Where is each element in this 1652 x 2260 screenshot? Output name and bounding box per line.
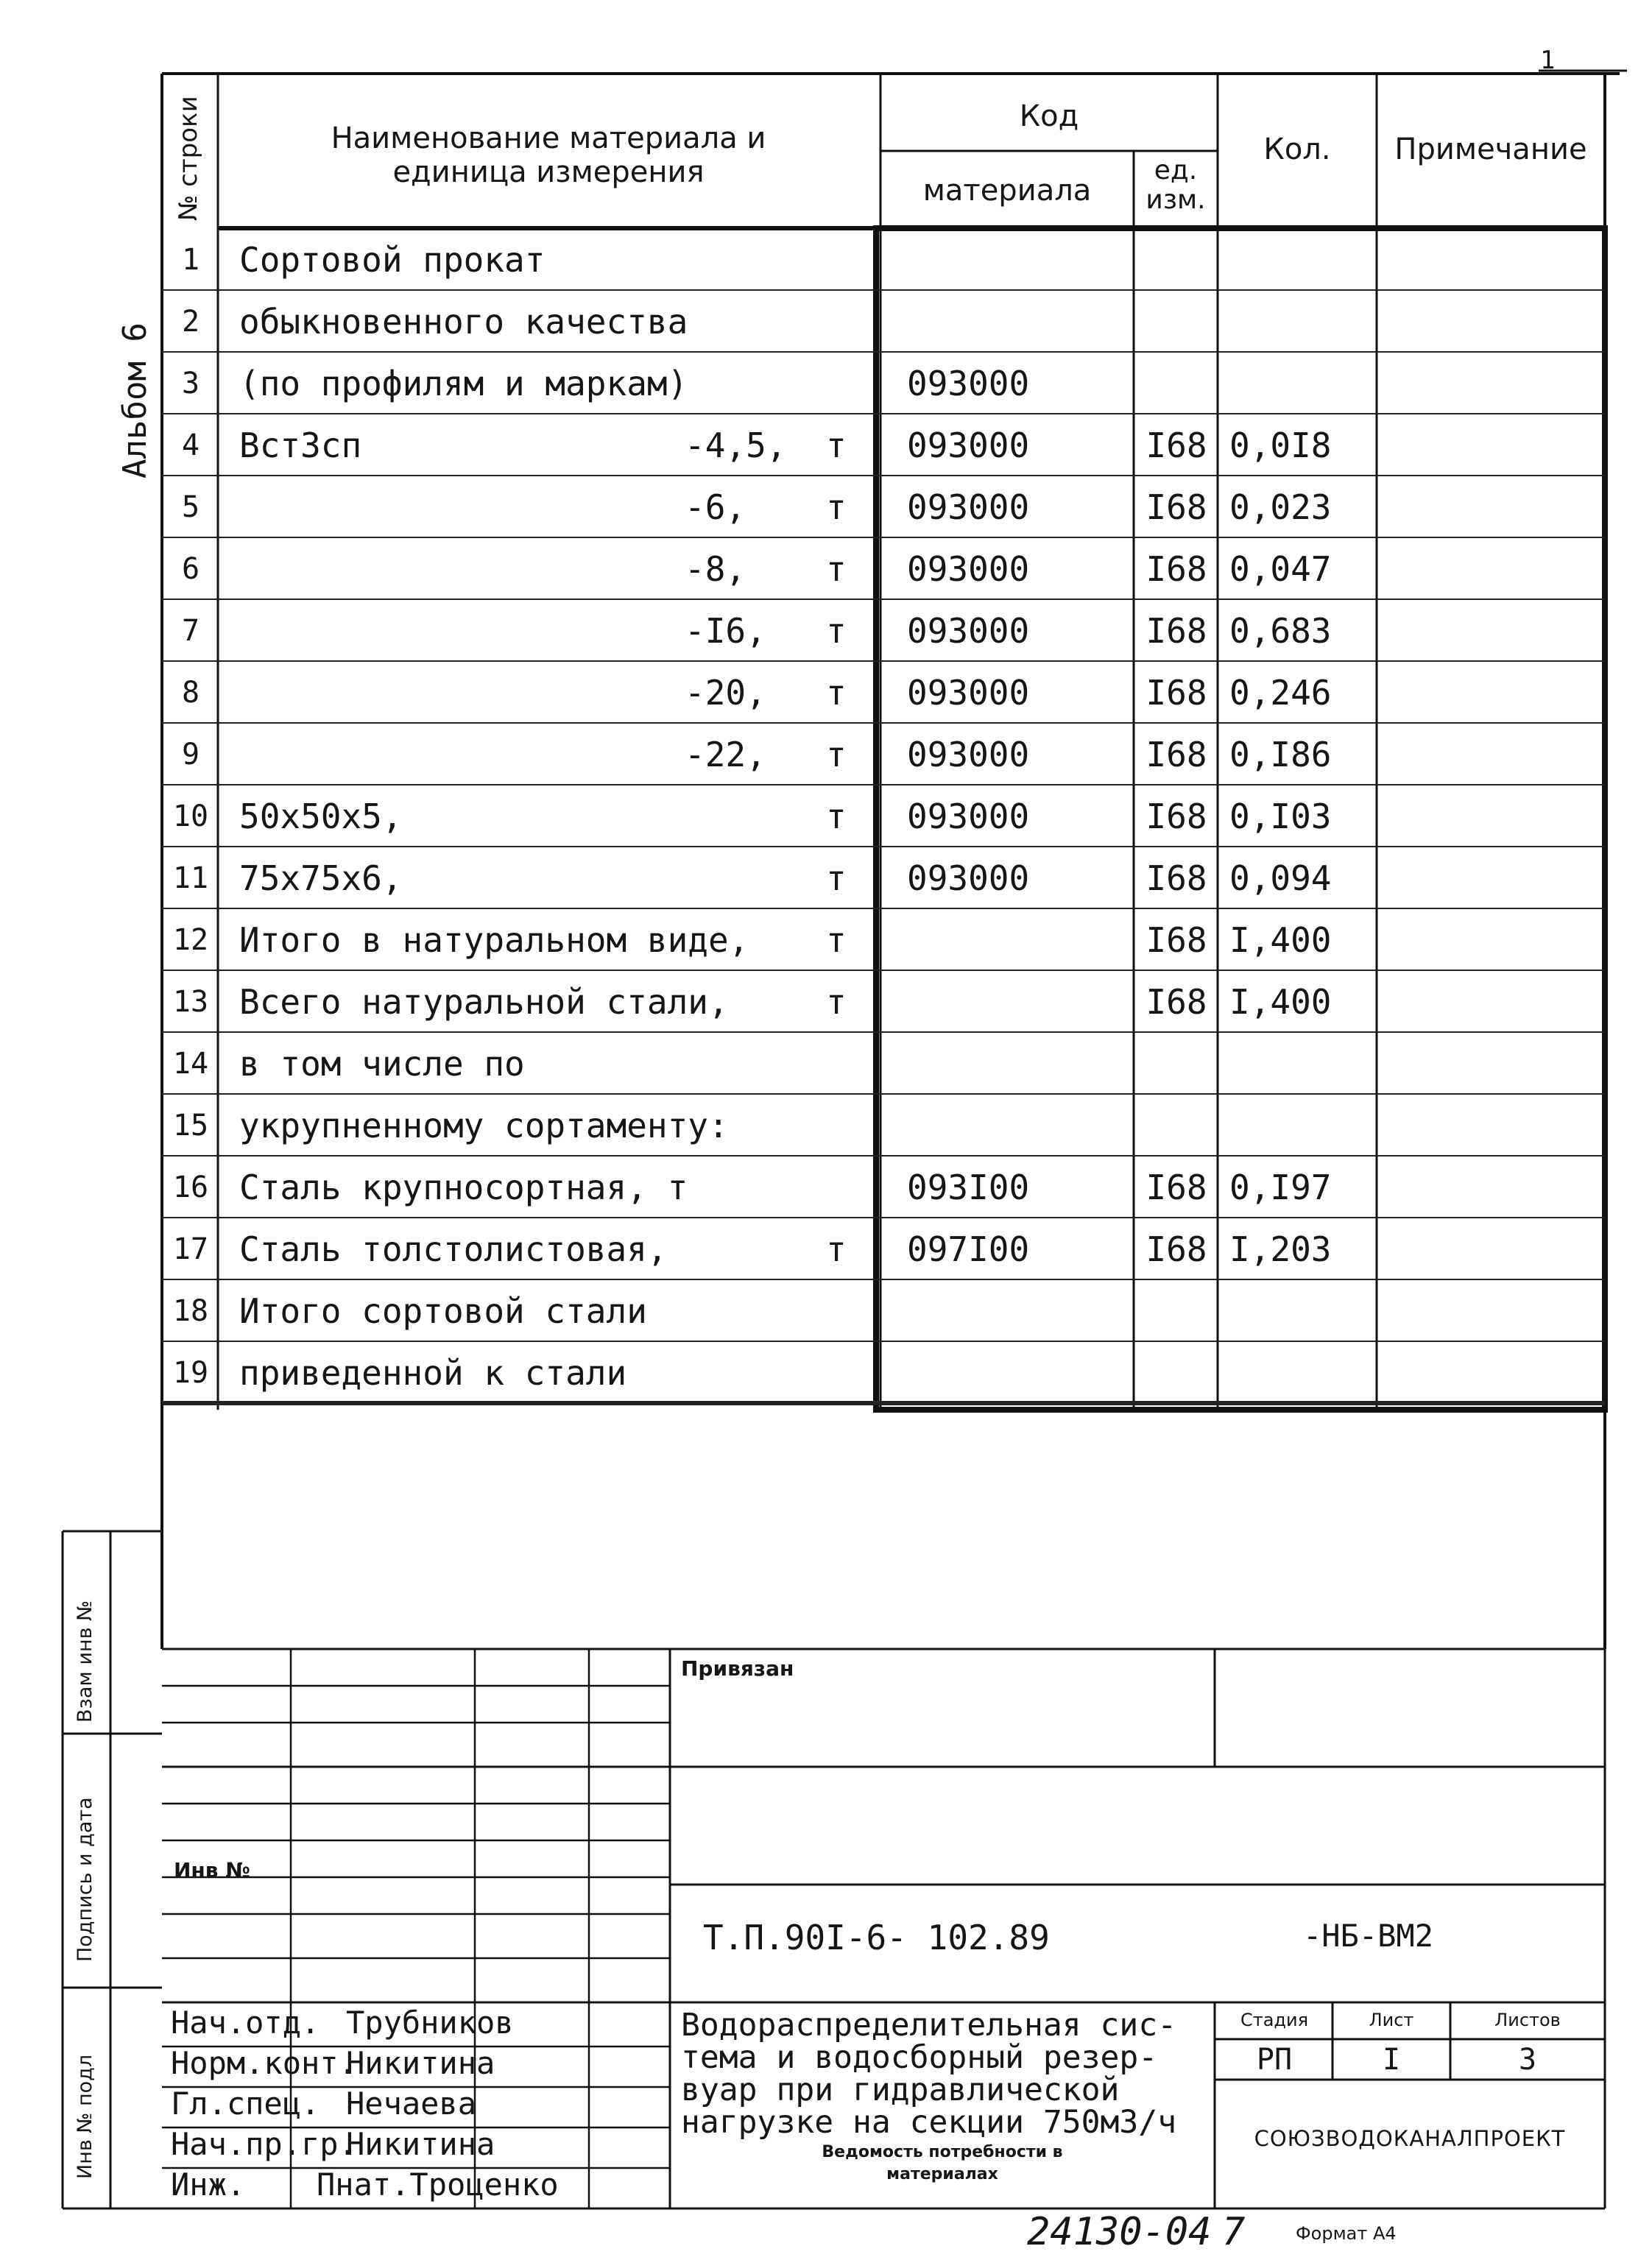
stage-label: Стадия (1240, 2010, 1309, 2030)
document-suffix: -НБ-ВМ2 (1303, 1918, 1434, 1954)
row-unit-code: I68 (1146, 982, 1207, 1022)
row-unit-code: I68 (1146, 611, 1207, 651)
album-label: Альбом 6 (116, 322, 154, 479)
row-number: 9 (181, 738, 200, 771)
row-unit: т (826, 487, 847, 527)
row-unit: т (826, 425, 847, 465)
row-number: 19 (172, 1356, 209, 1390)
row-name: обыкновенного качества (239, 302, 688, 342)
row-material-code: 093000 (907, 797, 1030, 836)
row-number: 8 (181, 676, 200, 710)
row-name: (по профилям и маркам) (239, 364, 688, 403)
row-unit-code: I68 (1146, 920, 1207, 960)
title-line: Водораспределительная сис- (681, 2007, 1177, 2044)
row-unit: т (826, 673, 847, 713)
row-quantity: 0,246 (1229, 673, 1332, 713)
signer-role: Нач.пр.гр. (171, 2126, 357, 2162)
row-number: 3 (181, 367, 200, 400)
row-unit: т (826, 611, 847, 651)
row-name: Итого сортовой стали (239, 1291, 647, 1331)
row-number: 7 (181, 614, 200, 648)
header-code-unit: ед. изм. (1146, 155, 1206, 215)
row-material-code: 097I00 (907, 1229, 1030, 1269)
row-number: 18 (172, 1294, 209, 1328)
row-number: 17 (172, 1232, 209, 1266)
row-name: в том числе по (239, 1044, 525, 1084)
row-material-code: 093000 (907, 735, 1030, 774)
row-quantity: 0,I03 (1229, 797, 1332, 836)
row-number: 15 (172, 1109, 209, 1143)
document-code: Т.П.90I-6- 102.89 (703, 1918, 1050, 1957)
row-quantity: 0,I86 (1229, 735, 1332, 774)
signer-name: Никитина (346, 2126, 495, 2162)
row-name: укрупненному сортаменту: (239, 1106, 729, 1145)
row-size: -6, (685, 487, 746, 527)
row-number: 13 (172, 985, 209, 1019)
row-quantity: I,400 (1229, 920, 1332, 960)
archive-number: 24130-04 (1027, 2210, 1212, 2254)
row-number: 11 (172, 861, 209, 895)
row-material-code: 093I00 (907, 1168, 1030, 1207)
side-label-original-inv: Инв № подл (74, 2054, 96, 2179)
sheet-value: I (1382, 2043, 1401, 2077)
row-number: 12 (172, 923, 209, 957)
row-unit: т (826, 1229, 847, 1269)
signer-name: Пнат.Троценко (317, 2167, 559, 2203)
row-quantity: 0,094 (1229, 858, 1332, 898)
row-unit-code: I68 (1146, 797, 1207, 836)
sheets-label: Листов (1494, 2010, 1561, 2030)
row-name: Вст3сп (239, 425, 362, 465)
row-unit: т (826, 982, 847, 1022)
row-quantity: 0,0I8 (1229, 425, 1332, 465)
row-number: 2 (181, 305, 200, 339)
row-name: Сталь крупносортная, т (239, 1168, 688, 1207)
row-quantity: I,400 (1229, 982, 1332, 1022)
row-unit-code: I68 (1146, 549, 1207, 589)
row-unit-code: I68 (1146, 858, 1207, 898)
title-line: нагрузке на секции 750м3/ч (681, 2104, 1177, 2141)
header-code-material: материала (922, 174, 1092, 208)
row-unit: т (826, 920, 847, 960)
row-material-code: 093000 (907, 549, 1030, 589)
row-number: 5 (181, 490, 200, 524)
page-mark: 1 (1540, 46, 1556, 75)
row-name: Сортовой прокат (239, 240, 546, 280)
row-number: 4 (181, 428, 200, 462)
row-unit-code: I68 (1146, 425, 1207, 465)
row-quantity: 0,683 (1229, 611, 1332, 651)
row-quantity: 0,023 (1229, 487, 1332, 527)
row-number: 16 (172, 1170, 209, 1204)
sheet-label: Лист (1369, 2010, 1414, 2030)
inv-number-label: Инв № (174, 1858, 250, 1882)
row-number: 1 (181, 243, 200, 277)
row-number: 6 (181, 552, 200, 586)
title-line: тема и водосборный резер- (681, 2039, 1158, 2076)
row-unit-code: I68 (1146, 1168, 1207, 1207)
row-number: 14 (172, 1047, 209, 1081)
row-material-code: 093000 (907, 673, 1030, 713)
row-unit-code: I68 (1146, 1229, 1207, 1269)
row-size: -20, (685, 673, 766, 713)
side-label-signature-date: Подпись и дата (74, 1797, 96, 1962)
side-label-replace-inv: Взам инв № (74, 1600, 96, 1723)
row-size: -I6, (685, 611, 766, 651)
row-quantity: I,203 (1229, 1229, 1332, 1269)
row-material-code: 093000 (907, 364, 1030, 403)
row-unit: т (826, 858, 847, 898)
header-row-number: № строки (174, 96, 203, 221)
subtitle-line: Ведомость потребности в (822, 2143, 1063, 2161)
signer-role: Норм.конт. (171, 2045, 357, 2081)
header-note: Примечание (1394, 133, 1587, 166)
row-name: Итого в натуральном виде, (239, 920, 749, 960)
row-unit-code: I68 (1146, 735, 1207, 774)
row-material-code: 093000 (907, 425, 1030, 465)
row-number: 10 (172, 799, 209, 833)
title-line: вуар при гидравлической (681, 2072, 1120, 2108)
row-name: 50х50х5, (239, 797, 403, 836)
row-unit-code: I68 (1146, 673, 1207, 713)
header-name: Наименование материала и единица измерения (331, 121, 766, 189)
row-unit: т (826, 797, 847, 836)
row-unit-code: I68 (1146, 487, 1207, 527)
format-label: Формат А4 (1296, 2223, 1397, 2244)
row-quantity: 0,047 (1229, 549, 1332, 589)
stage-value: РП (1256, 2043, 1293, 2077)
signer-name: Нечаева (346, 2086, 477, 2122)
sheets-value: 3 (1518, 2043, 1537, 2077)
signer-role: Инж. (171, 2167, 246, 2203)
subtitle-line: материалах (886, 2165, 998, 2183)
row-name: 75х75х6, (239, 858, 403, 898)
row-name: Сталь толстолистовая, (239, 1229, 668, 1269)
header-quantity: Кол. (1263, 133, 1331, 166)
signer-name: Трубников (346, 2005, 514, 2041)
row-size: -4,5, (685, 425, 787, 465)
row-unit: т (826, 735, 847, 774)
row-size: -22, (685, 735, 766, 774)
row-name: приведенной к стали (239, 1353, 627, 1393)
row-material-code: 093000 (907, 487, 1030, 527)
header-code: Код (1019, 99, 1079, 133)
row-material-code: 093000 (907, 611, 1030, 651)
row-material-code: 093000 (907, 858, 1030, 898)
archive-page: 7 (1222, 2210, 1246, 2254)
signer-role: Нач.отд. (171, 2005, 320, 2041)
signer-role: Гл.спец. (171, 2086, 320, 2122)
organization-name: СОЮЗВОДОКАНАЛПРОЕКТ (1254, 2126, 1566, 2151)
privyazan-label: Привязан (681, 1656, 794, 1681)
signer-name: Никитина (346, 2045, 495, 2081)
row-unit: т (826, 549, 847, 589)
row-size: -8, (685, 549, 746, 589)
row-name: Всего натуральной стали, (239, 982, 729, 1022)
row-quantity: 0,I97 (1229, 1168, 1332, 1207)
